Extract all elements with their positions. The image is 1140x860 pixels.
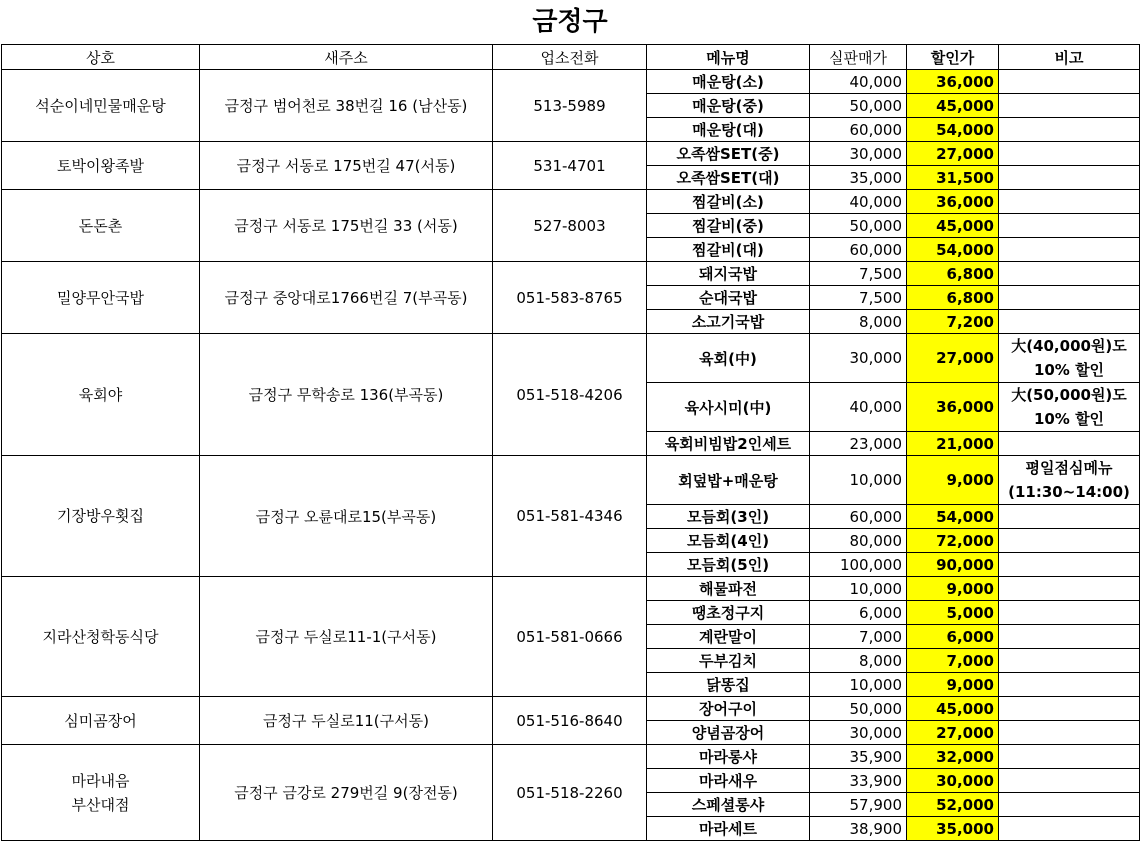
table-row (2, 697, 1140, 721)
menu-name: 소고기국밥 (647, 310, 810, 334)
menu-discount: 27,000 (907, 142, 999, 166)
store-name: 밀양무안국밥 (2, 262, 200, 334)
menu-note (999, 529, 1140, 553)
menu-name: 모듬회(4인) (647, 529, 810, 553)
store-phone: 531-4701 (493, 142, 647, 190)
discount-table (1, 44, 1140, 841)
menu-discount: 32,000 (907, 745, 999, 769)
menu-price: 40,000 (810, 383, 907, 432)
menu-note (999, 70, 1140, 94)
menu-price: 10,000 (810, 577, 907, 601)
menu-note (999, 673, 1140, 697)
menu-note (999, 745, 1140, 769)
store-name: 기장방우횟집 (2, 456, 200, 577)
menu-price: 10,000 (810, 673, 907, 697)
menu-price: 30,000 (810, 142, 907, 166)
menu-note (999, 262, 1140, 286)
menu-discount: 54,000 (907, 118, 999, 142)
menu-name: 찜갈비(대) (647, 238, 810, 262)
menu-name: 돼지국밥 (647, 262, 810, 286)
menu-discount: 45,000 (907, 697, 999, 721)
menu-discount: 9,000 (907, 456, 999, 505)
menu-name: 모듬회(3인) (647, 505, 810, 529)
menu-price: 60,000 (810, 238, 907, 262)
header-address: 새주소 (200, 45, 493, 70)
store-address: 금정구 서동로 175번길 47(서동) (200, 142, 493, 190)
menu-discount: 36,000 (907, 383, 999, 432)
store-address: 금정구 중앙대로1766번길 7(부곡동) (200, 262, 493, 334)
menu-note (999, 625, 1140, 649)
store-phone: 051-583-8765 (493, 262, 647, 334)
store-name: 육회야 (2, 334, 200, 456)
menu-price: 10,000 (810, 456, 907, 505)
store-address: 금정구 두실로11-1(구서동) (200, 577, 493, 697)
menu-note (999, 94, 1140, 118)
menu-name: 오족쌈SET(대) (647, 166, 810, 190)
store-address: 금정구 금강로 279번길 9(장전동) (200, 745, 493, 841)
menu-price: 50,000 (810, 697, 907, 721)
table-row (2, 334, 1140, 383)
menu-note (999, 166, 1140, 190)
store-phone: 051-581-4346 (493, 456, 647, 577)
menu-price: 60,000 (810, 118, 907, 142)
menu-note (999, 721, 1140, 745)
menu-discount: 30,000 (907, 769, 999, 793)
menu-name: 순대국밥 (647, 286, 810, 310)
menu-name: 찜갈비(중) (647, 214, 810, 238)
table-row (2, 190, 1140, 214)
menu-name: 마라롱샤 (647, 745, 810, 769)
menu-note (999, 649, 1140, 673)
menu-discount: 21,000 (907, 432, 999, 456)
menu-name: 스페셜롱샤 (647, 793, 810, 817)
header-row (2, 45, 1140, 70)
menu-price: 57,900 (810, 793, 907, 817)
menu-name: 매운탕(중) (647, 94, 810, 118)
menu-note (999, 817, 1140, 841)
menu-note (999, 577, 1140, 601)
store-name: 마라내음 부산대점 (2, 745, 200, 841)
store-address: 금정구 서동로 175번길 33 (서동) (200, 190, 493, 262)
menu-price: 33,900 (810, 769, 907, 793)
menu-name: 오족쌈SET(중) (647, 142, 810, 166)
menu-price: 38,900 (810, 817, 907, 841)
store-name: 지라산청학동식당 (2, 577, 200, 697)
menu-note (999, 769, 1140, 793)
menu-price: 7,500 (810, 286, 907, 310)
store-phone: 527-8003 (493, 190, 647, 262)
menu-discount: 9,000 (907, 673, 999, 697)
menu-note (999, 238, 1140, 262)
store-phone: 051-518-4206 (493, 334, 647, 456)
menu-name: 모듬회(5인) (647, 553, 810, 577)
header-note: 비고 (999, 45, 1140, 70)
table-row (2, 70, 1140, 94)
menu-name: 계란말이 (647, 625, 810, 649)
menu-price: 35,000 (810, 166, 907, 190)
header-discount: 할인가 (907, 45, 999, 70)
menu-note (999, 793, 1140, 817)
store-address: 금정구 오륜대로15(부곡동) (200, 456, 493, 577)
menu-note (999, 601, 1140, 625)
menu-note (999, 190, 1140, 214)
menu-name: 매운탕(소) (647, 70, 810, 94)
header-menu: 메뉴명 (647, 45, 810, 70)
menu-note (999, 286, 1140, 310)
menu-note (999, 553, 1140, 577)
menu-name: 찜갈비(소) (647, 190, 810, 214)
table-row (2, 142, 1140, 166)
menu-price: 50,000 (810, 94, 907, 118)
menu-price: 6,000 (810, 601, 907, 625)
menu-price: 35,900 (810, 745, 907, 769)
store-phone: 051-516-8640 (493, 697, 647, 745)
menu-name: 장어구이 (647, 697, 810, 721)
menu-price: 8,000 (810, 649, 907, 673)
header-phone: 업소전화 (493, 45, 647, 70)
menu-note (999, 118, 1140, 142)
menu-note: 大(40,000원)도 10% 할인 (999, 334, 1140, 383)
menu-name: 회덮밥+매운탕 (647, 456, 810, 505)
menu-discount: 54,000 (907, 505, 999, 529)
menu-note (999, 432, 1140, 456)
menu-name: 두부김치 (647, 649, 810, 673)
menu-note (999, 697, 1140, 721)
menu-note: 평일점심메뉴 (11:30~14:00) (999, 456, 1140, 505)
menu-name: 육회비빔밥2인세트 (647, 432, 810, 456)
menu-discount: 27,000 (907, 721, 999, 745)
menu-name: 땡초정구지 (647, 601, 810, 625)
table-row (2, 262, 1140, 286)
menu-price: 30,000 (810, 721, 907, 745)
store-phone: 513-5989 (493, 70, 647, 142)
menu-note: 大(50,000원)도 10% 할인 (999, 383, 1140, 432)
menu-price: 60,000 (810, 505, 907, 529)
menu-discount: 35,000 (907, 817, 999, 841)
menu-note (999, 505, 1140, 529)
menu-price: 8,000 (810, 310, 907, 334)
store-address: 금정구 무학송로 136(부곡동) (200, 334, 493, 456)
menu-discount: 7,000 (907, 649, 999, 673)
store-name: 돈돈촌 (2, 190, 200, 262)
store-name: 석순이네민물매운탕 (2, 70, 200, 142)
menu-note (999, 214, 1140, 238)
menu-name: 해물파전 (647, 577, 810, 601)
menu-price: 40,000 (810, 190, 907, 214)
menu-name: 마라세트 (647, 817, 810, 841)
menu-price: 40,000 (810, 70, 907, 94)
menu-price: 100,000 (810, 553, 907, 577)
menu-discount: 90,000 (907, 553, 999, 577)
menu-discount: 52,000 (907, 793, 999, 817)
table-row (2, 745, 1140, 769)
menu-price: 80,000 (810, 529, 907, 553)
store-address: 금정구 두실로11(구서동) (200, 697, 493, 745)
store-phone: 051-581-0666 (493, 577, 647, 697)
menu-price: 7,000 (810, 625, 907, 649)
menu-discount: 7,200 (907, 310, 999, 334)
menu-price: 7,500 (810, 262, 907, 286)
menu-name: 육사시미(中) (647, 383, 810, 432)
table-row (2, 577, 1140, 601)
menu-price: 50,000 (810, 214, 907, 238)
menu-discount: 6,000 (907, 625, 999, 649)
menu-name: 양념곰장어 (647, 721, 810, 745)
menu-name: 닭똥집 (647, 673, 810, 697)
store-address: 금정구 범어천로 38번길 16 (남산동) (200, 70, 493, 142)
menu-price: 30,000 (810, 334, 907, 383)
menu-discount: 6,800 (907, 286, 999, 310)
table-body (2, 70, 1140, 841)
page-title: 금정구 (532, 7, 608, 37)
menu-discount: 72,000 (907, 529, 999, 553)
menu-discount: 6,800 (907, 262, 999, 286)
menu-discount: 27,000 (907, 334, 999, 383)
menu-discount: 5,000 (907, 601, 999, 625)
header-name: 상호 (2, 45, 200, 70)
menu-discount: 54,000 (907, 238, 999, 262)
store-phone: 051-518-2260 (493, 745, 647, 841)
menu-discount: 36,000 (907, 70, 999, 94)
menu-price: 23,000 (810, 432, 907, 456)
menu-note (999, 142, 1140, 166)
store-name: 토박이왕족발 (2, 142, 200, 190)
menu-discount: 45,000 (907, 214, 999, 238)
menu-discount: 9,000 (907, 577, 999, 601)
menu-discount: 45,000 (907, 94, 999, 118)
header-price: 실판매가 (810, 45, 907, 70)
menu-name: 마라새우 (647, 769, 810, 793)
menu-name: 매운탕(대) (647, 118, 810, 142)
menu-name: 육회(中) (647, 334, 810, 383)
table-row (2, 456, 1140, 505)
menu-discount: 31,500 (907, 166, 999, 190)
menu-discount: 36,000 (907, 190, 999, 214)
store-name: 심미곰장어 (2, 697, 200, 745)
menu-note (999, 310, 1140, 334)
